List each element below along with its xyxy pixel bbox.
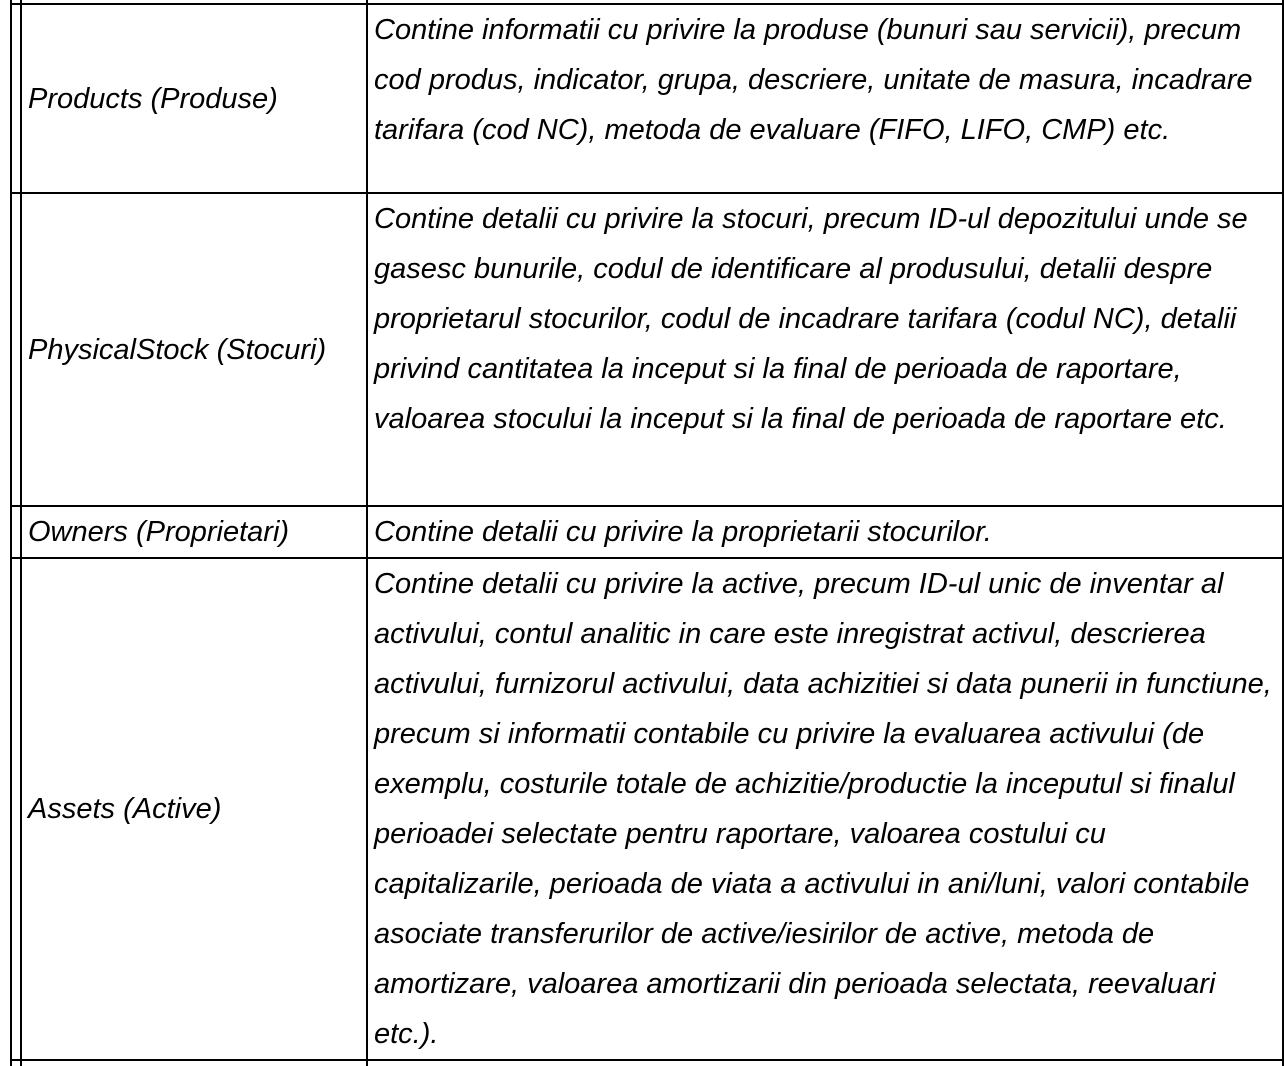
spacer-cell xyxy=(11,193,21,506)
entity-description-cell: Contine detalii cu privire la stocuri, precum ID-ul depozitului unde se gasesc bunurile, codul de identificare al produsului, detalii despre proprietarul stocurilor, codul de incadrare tarifara (codul NC), detalii privind cantitatea la inceput si la final de perioada de raportare, valoarea stocului la inceput si la final de perioada de raportare etc. xyxy=(367,193,1283,506)
entity-name-cell: Products (Produse) xyxy=(21,4,367,193)
entity-description-cell: Contine detalii cu privire la proprietarii stocurilor. xyxy=(367,506,1283,558)
table-row-physicalstock xyxy=(11,193,1283,506)
table-row-partial-bottom xyxy=(11,1060,1283,1066)
table-row-owners xyxy=(11,506,1283,558)
spacer-cell xyxy=(11,506,21,558)
spacer-cell xyxy=(11,4,21,193)
entity-name-cell: Owners (Proprietari) xyxy=(21,506,367,558)
spacer-cell xyxy=(11,558,21,1060)
entity-name-cell xyxy=(21,1060,367,1066)
entity-description-cell xyxy=(367,1060,1283,1066)
entity-description-cell: Contine informatii cu privire la produse (bunuri sau servicii), precum cod produs, indicator, grupa, descriere, unitate de masura, incadrare tarifara (cod NC), metoda de evaluare (FIFO, LIFO, CMP) etc. xyxy=(367,4,1283,193)
spacer-cell xyxy=(11,1060,21,1066)
table-row-products xyxy=(11,4,1283,193)
entity-description-cell: Contine detalii cu privire la active, precum ID-ul unic de inventar al activului, contul analitic in care este inregistrat activul, descrierea activului, furnizorul activului, data achizitiei si data punerii in functiune, precum si informatii contabile cu privire la evaluarea activului (de exemplu, costurile totale de achizitie/productie la inceputul si finalul perioadei selectate pentru raportare, valoarea costului cu capitalizarile, perioada de viata a activului in ani/luni, valori contabile asociate transferurilor de active/iesirilor de active, metoda de amortizare, valoarea amortizarii din perioada selectata, reevaluari etc.). xyxy=(367,558,1283,1060)
entities-table xyxy=(10,0,1284,1066)
table-row-assets xyxy=(11,558,1283,1060)
entity-name-cell: PhysicalStock (Stocuri) xyxy=(21,193,367,506)
entity-name-cell: Assets (Active) xyxy=(21,558,367,1060)
